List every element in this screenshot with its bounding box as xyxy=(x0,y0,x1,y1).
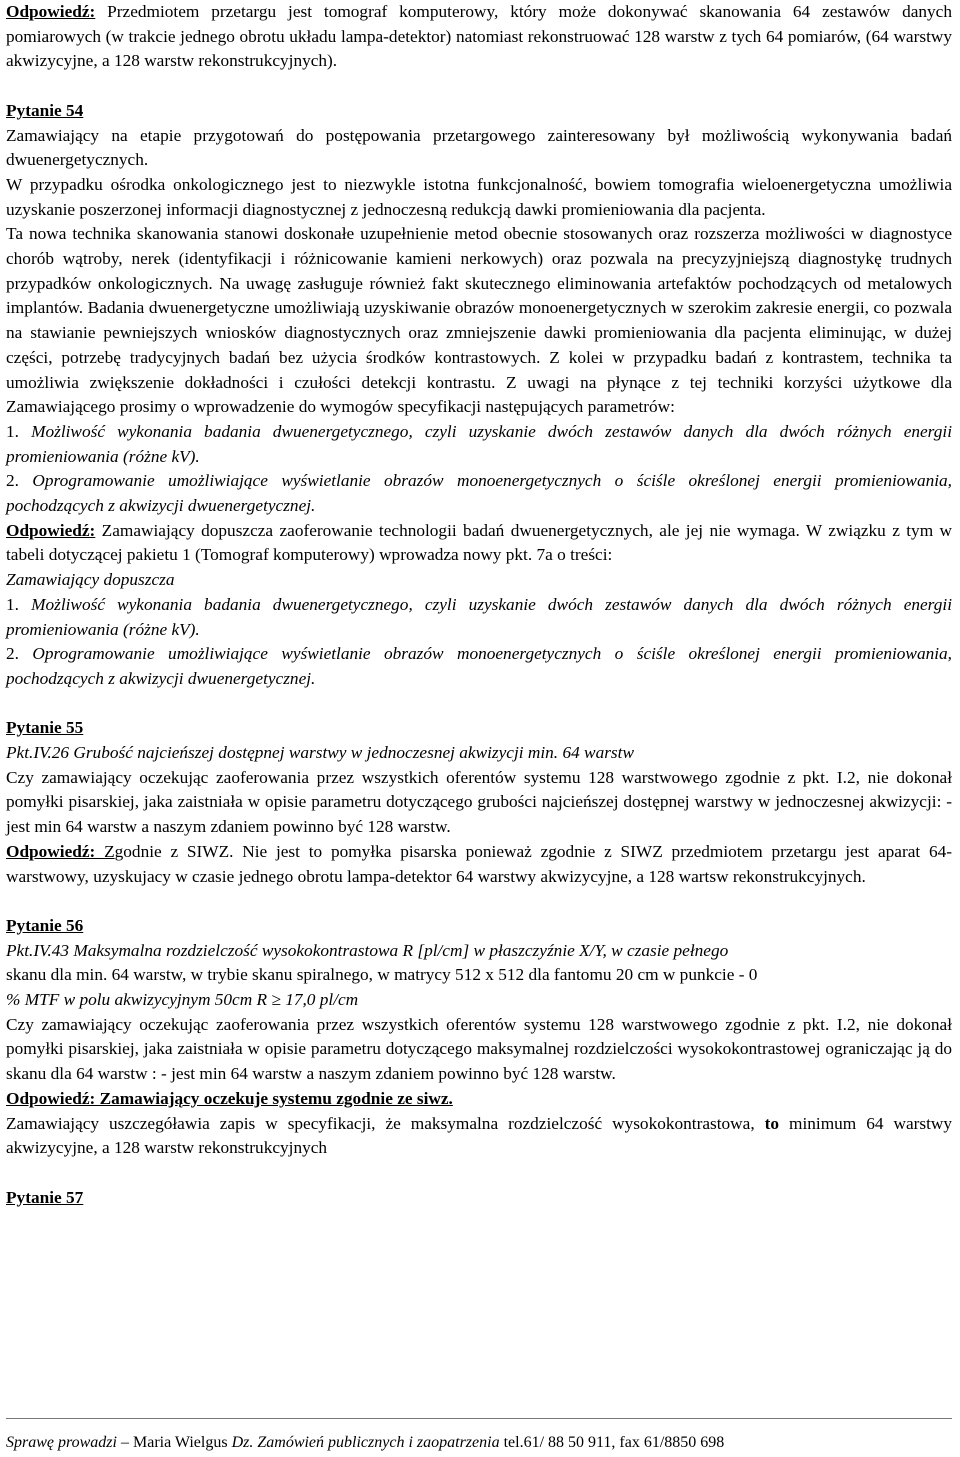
footer-department: Dz. Zamówień publicznych i zaopatrzenia xyxy=(227,1434,500,1451)
q54-item-2 xyxy=(6,469,952,518)
q54-paragraph-3: Ta nowa technika skanowania stanowi doskonałe uzupełnienie metod obecnie stosowanych oraz rozszerza możliwości w diagnostyce chorób wątroby, nerek (identyfikacji i różnicowanie kamieni nerkowych) oraz pozwala na precyzyjniejszą diagnostykę trudnych przypadków onkologicznych. Na uwagę zasługuje również fakt skutecznego eliminowania artefaktów pochodzących od metalowych implantów. Badania dwuenergetyczne umożliwiają uzyskiwanie obrazów monoenergetycznych w szerokim zakresie energii, co pozwala na stawianie pewniejszych wniosków diagnostycznych oraz zmniejszenie dawki promieniowania dla pacjenta eliminując, w dużej części, potrzebę tradycyjnych badań bez użycia środków kontrastowych. Z kolei w przypadku badań z kontrastem, technika ta umożliwia zwiększenie dokładności i czułości detekcji kontrastu. Z uwagi na płynące z tej techniki korzyści użytkowe dla Zamawiającego prosimy o wprowadzenie do wymogów specyfikacji następujących parametrów: xyxy=(6,224,952,417)
answer-54-item-2 xyxy=(6,642,952,691)
q56-parameter-line-2: skanu dla min. 64 warstw, w trybie skanu spiralnego, w matrycy 512 x 512 dla fantomu 20 cm w punkcie - 0 xyxy=(6,965,758,985)
answer-54-intro: Zamawiający dopuszcza xyxy=(6,570,175,590)
footer-name: Maria Wielgus xyxy=(132,1434,228,1451)
q56-parameter-line-3: % MTF w polu akwizycyjnym 50cm R ≥ 17,0 pl/cm xyxy=(6,990,359,1010)
answer-54-item-1 xyxy=(6,593,952,642)
item-number: 1. xyxy=(6,421,19,441)
document-page xyxy=(6,0,952,1210)
question-54-heading: Pytanie 54 xyxy=(6,100,84,120)
item-number: 2. xyxy=(6,471,19,491)
answer-text: godnie z SIWZ. Nie jest to pomyłka pisarska ponieważ zgodnie z SIWZ przedmiotem przetargu jest aparat 64-warstwowy, uzyskujacy w czasie jednego obrotu lampa-detektor 64 warstwy akwizycyjne, a 128 wartsw rekonstrukcyjnych. xyxy=(6,841,952,886)
item-text: Oprogramowanie umożliwiające wyświetlanie obrazów monoenergetycznych o ściśle określonej energii promieniowania, pochodzących z akwizycji dwuenergetycznej. xyxy=(6,471,952,516)
footer-divider xyxy=(6,1418,952,1419)
answer-label: Odpowiedź: xyxy=(6,520,96,540)
question-57-heading: Pytanie 57 xyxy=(6,1187,84,1207)
clarification-bold: to xyxy=(764,1113,780,1133)
item-text: Oprogramowanie umożliwiające wyświetlanie obrazów monoenergetycznych o ściśle określonej energii promieniowania, pochodzących z akwizycji dwuenergetycznej. xyxy=(6,644,952,688)
q55-question: Czy zamawiający oczekując zaoferowania przez wszystkich oferentów systemu 128 warstwowego zgodnie z pkt. I.2, nie dokonał pomyłki pisarskiej, jaka zaistniała w opisie parametru dotyczącego grubości najcieńszej dostępnej warstwy w jednoczesnej akwizycji: - jest min 64 warstw a naszym zdaniem powinno być 128 warstw. xyxy=(6,767,952,837)
clarification-text: Zamawiający uszczegóławia zapis w specyfikacji, że maksymalna rozdzielczość wysokokontrastowa, xyxy=(6,1113,755,1133)
clarification-end: minimum 64 warstwy akwizycyjne, a 128 warstw rekonstrukcyjnych xyxy=(6,1113,953,1158)
q54-paragraph-1: Zamawiający na etapie przygotowań do postępowania przetargowego zainteresowany był możliwością wykonywania badań dwuenergetycznych. xyxy=(6,125,952,170)
q54-item-1 xyxy=(6,420,952,469)
q54-paragraph-2: W przypadku ośrodka onkologicznego jest to niezwykle istotna funkcjonalność, bowiem tomografia wieloenergetyczna umożliwia uzyskanie poszerzonej informacji diagnostycznej z jednoczesną redukcją dawki promieniowania dla pacjenta. xyxy=(6,174,952,219)
answer-53 xyxy=(6,0,952,74)
answer-55 xyxy=(6,840,952,889)
answer-first-letter: Z xyxy=(104,841,115,861)
answer-54 xyxy=(6,519,952,568)
item-number: 1. xyxy=(6,594,19,614)
q56-parameter-line-1: Pkt.IV.43 Maksymalna rozdzielczość wysokokontrastowa R [pl/cm] w płaszczyźnie X/Y, w czasie pełnego xyxy=(6,940,729,960)
footer-prefix: Sprawę prowadzi – xyxy=(6,1434,133,1451)
footer-contact: tel.61/ 88 50 911, fax 61/8850 698 xyxy=(499,1434,725,1451)
question-55-heading: Pytanie 55 xyxy=(6,718,84,738)
footer xyxy=(6,1432,724,1454)
answer-text: Przedmiotem przetargu jest tomograf komputerowy, który może dokonywać skanowania 64 zestawów danych pomiarowych (w trakcie jednego obrotu układu lampa-detektor) natomiast rekonstruować 128 warstw z tych 64 pomiarów, (64 warstwy akwizycyjne, a 128 warstw rekonstrukcyjnych). xyxy=(6,2,952,71)
item-text: Możliwość wykonania badania dwuenergetycznego, czyli uzyskanie dwóch zestawów danych dla dwóch różnych energii promieniowania (różne kV). xyxy=(6,594,952,639)
q55-parameter: Pkt.IV.26 Grubość najcieńszej dostępnej warstwy w jednoczesnej akwizycji min. 64 warstw xyxy=(6,743,634,763)
q56-clarification xyxy=(6,1112,952,1161)
answer-56: Odpowiedź: Zamawiający oczekuje systemu zgodnie ze siwz. xyxy=(6,1088,453,1108)
q56-question: Czy zamawiający oczekując zaoferowania przez wszystkich oferentów systemu 128 warstwowego zgodnie z pkt. I.2, nie dokonał pomyłki pisarskiej, jaka zaistniała w opisie parametru dotyczącego maksymalnej rozdzielczości wysokokontrastowej ograniczając ją do skanu dla 64 warstw : - jest min 64 warstw a naszym zdaniem powinno być 128 warstw. xyxy=(6,1014,952,1084)
item-text: Możliwość wykonania badania dwuenergetycznego, czyli uzyskanie dwóch zestawów danych dla dwóch różnych energii promieniowania (różne kV). xyxy=(6,421,952,466)
answer-text: Zamawiający dopuszcza zaoferowanie technologii badań dwuenergetycznych, ale jej nie wymaga. W związku z tym w tabeli dotyczącej pakietu 1 (Tomograf komputerowy) wprowadza nowy pkt. 7a o treści: xyxy=(6,520,952,565)
answer-label: Odpowiedź: xyxy=(6,2,96,21)
question-56-heading: Pytanie 56 xyxy=(6,915,84,935)
answer-label: Odpowiedź: xyxy=(6,841,105,861)
item-number: 2. xyxy=(6,644,19,664)
